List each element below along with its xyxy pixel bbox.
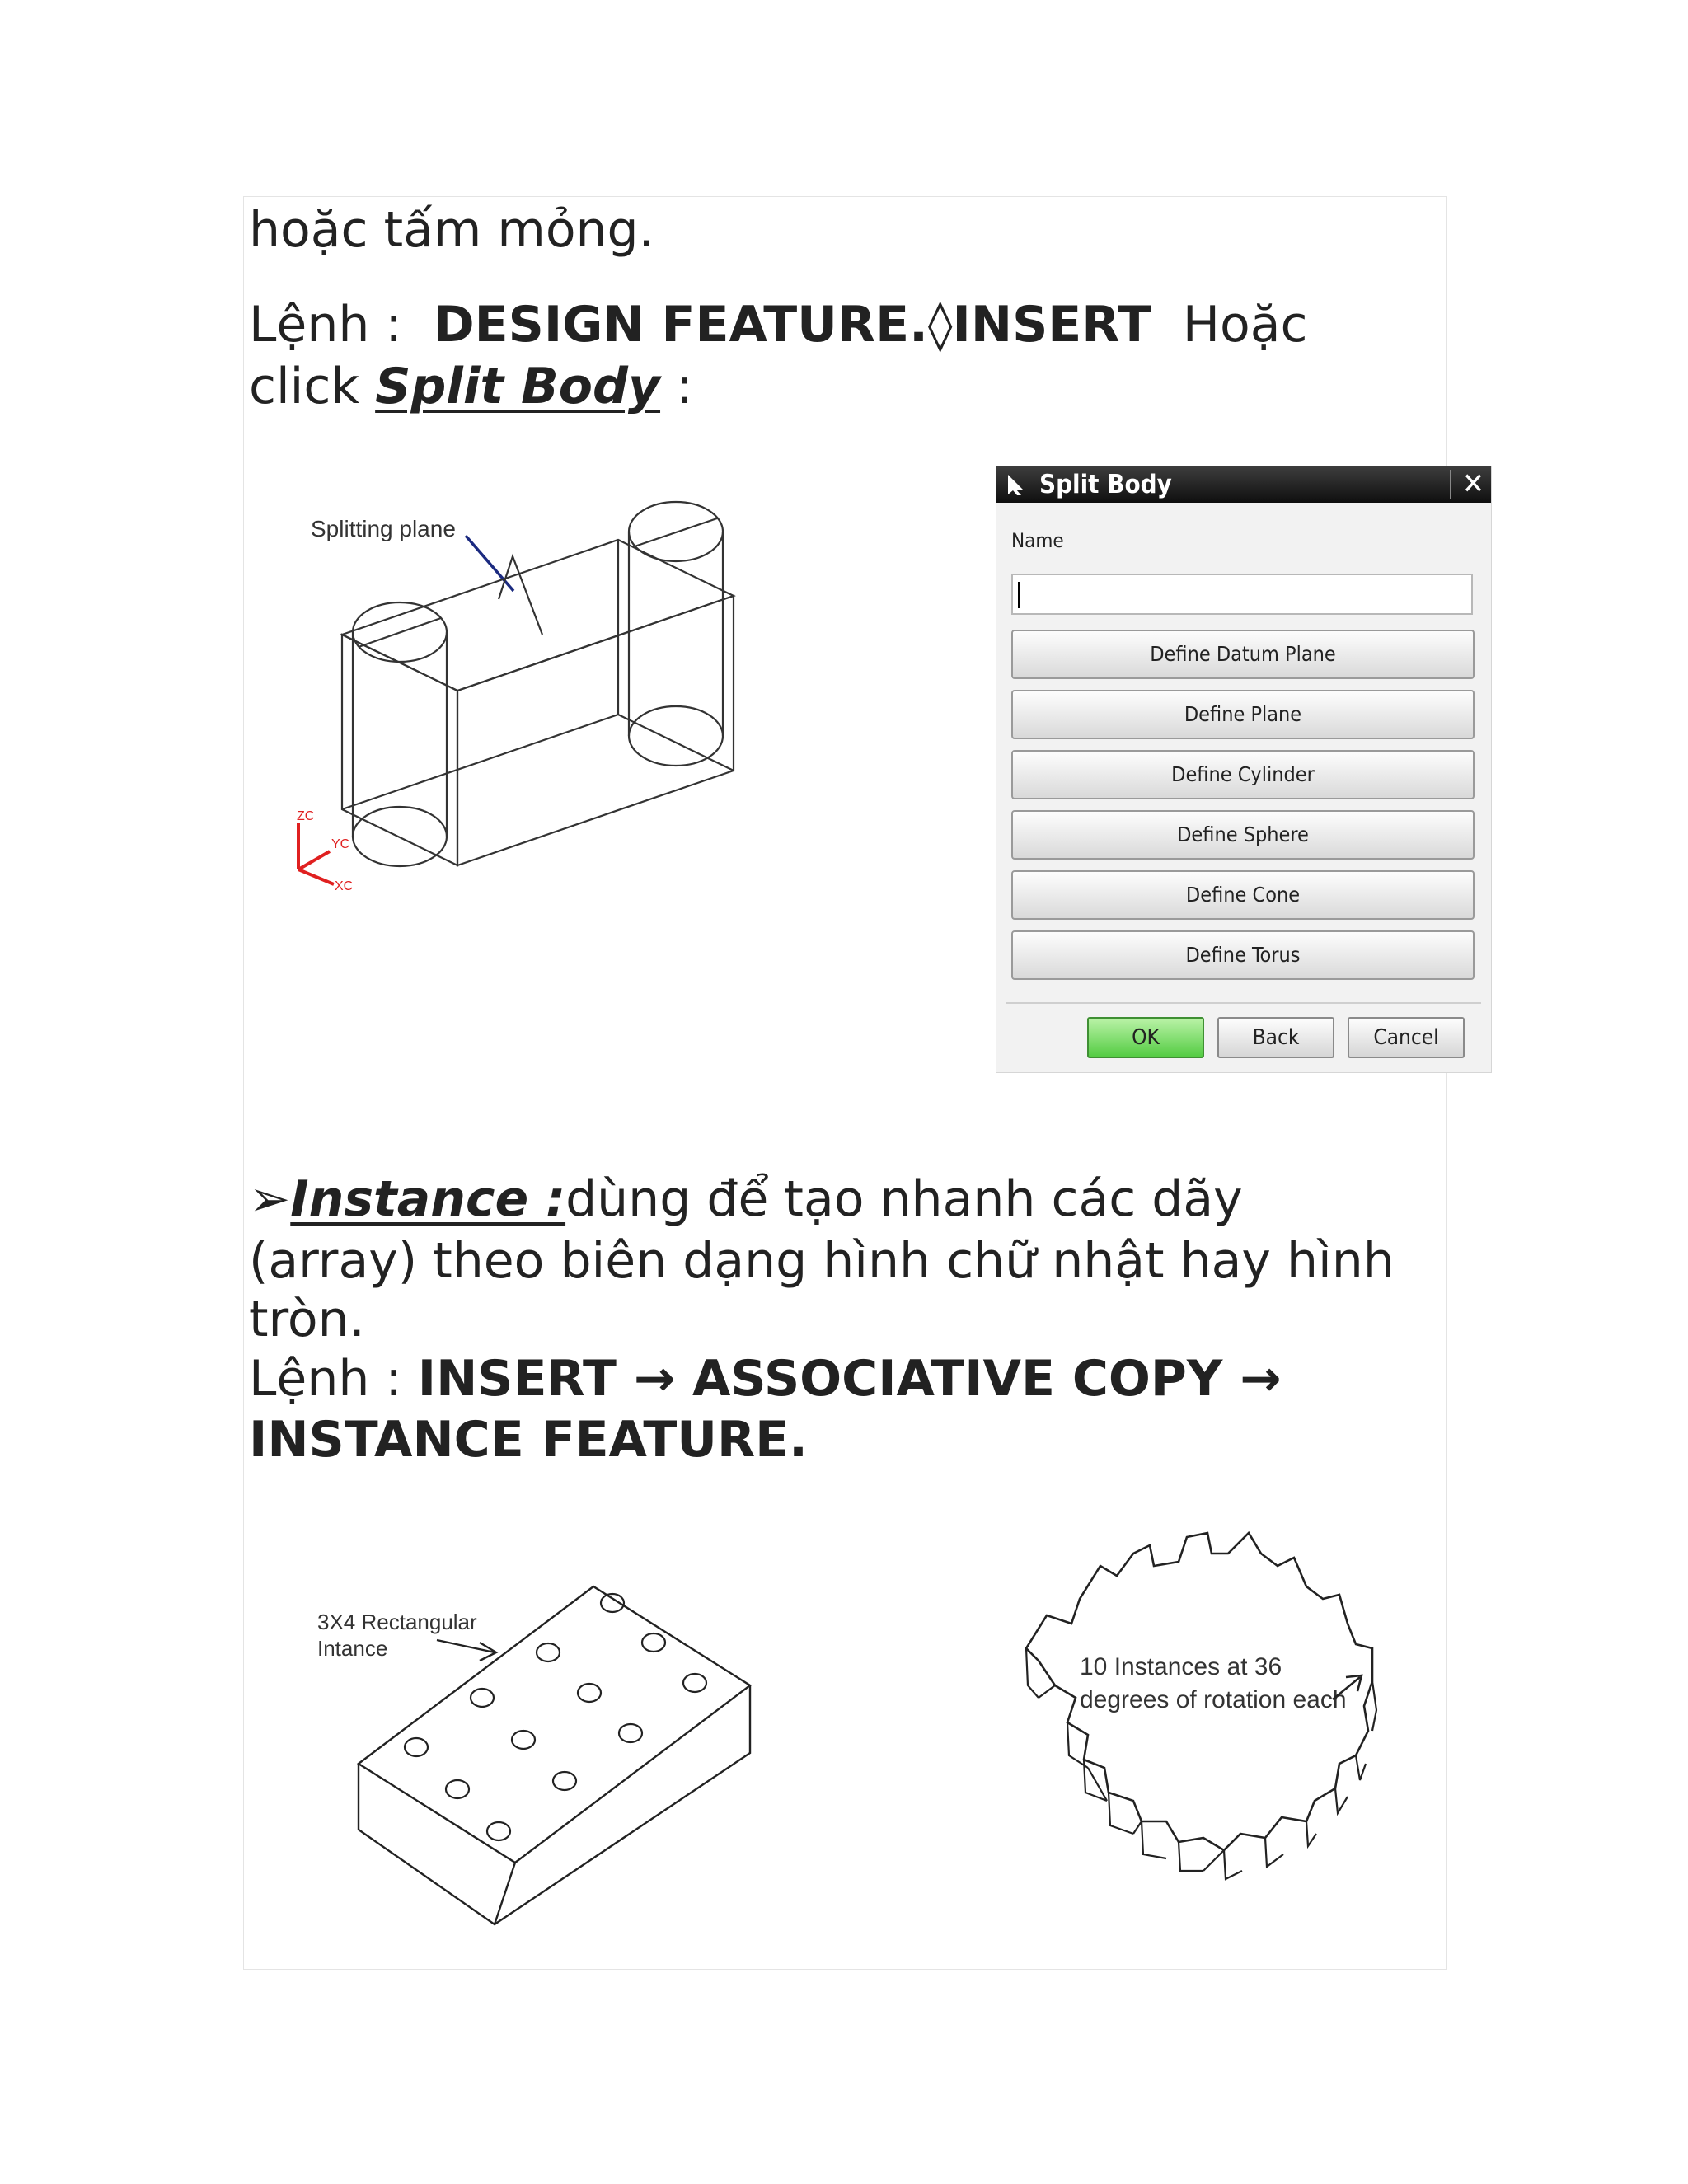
command-design-feature: DESIGN FEATURE.◊INSERT bbox=[433, 296, 1151, 354]
text-line-3: click Split Body : bbox=[249, 358, 693, 415]
text-line-4: ➢Instance :dùng để tạo nhanh các dãy bbox=[249, 1170, 1243, 1228]
splitting-plane-label: Splitting plane bbox=[311, 516, 456, 541]
text-line-1: hoặc tấm mỏng. bbox=[249, 201, 654, 259]
text-line-2: Lệnh : DESIGN FEATURE.◊INSERT Hoặc bbox=[249, 296, 1308, 354]
split-body-dialog bbox=[996, 466, 1492, 1073]
dialog-titlebar[interactable] bbox=[996, 466, 1491, 503]
axis-z-label: ZC bbox=[297, 809, 315, 823]
text-line-5: (array) theo biên dạng hình chữ nhật hay hình bbox=[249, 1232, 1395, 1290]
ok-button[interactable]: OK bbox=[1087, 1017, 1204, 1058]
define-plane-button[interactable]: Define Plane bbox=[1011, 690, 1475, 739]
define-datum-plane-button[interactable]: Define Datum Plane bbox=[1011, 630, 1475, 679]
command-insert-associative-copy: INSERT → ASSOCIATIVE COPY → bbox=[417, 1350, 1282, 1408]
define-torus-button[interactable]: Define Torus bbox=[1011, 930, 1475, 980]
text-line-6: tròn. bbox=[249, 1291, 365, 1348]
define-cylinder-button[interactable]: Define Cylinder bbox=[1011, 750, 1475, 799]
define-sphere-button[interactable]: Define Sphere bbox=[1011, 810, 1475, 860]
dialog-divider bbox=[1006, 1002, 1481, 1004]
cursor-icon bbox=[1005, 473, 1026, 496]
instance-term: Instance : bbox=[290, 1170, 566, 1228]
command-instance-feature: INSTANCE FEATURE. bbox=[249, 1411, 808, 1469]
cancel-button[interactable]: Cancel bbox=[1348, 1017, 1465, 1058]
bullet-arrow: ➢ bbox=[249, 1170, 291, 1228]
text-line-7: Lệnh : INSERT → ASSOCIATIVE COPY → bbox=[249, 1350, 1282, 1408]
circular-label-line2: degrees of rotation each bbox=[1080, 1686, 1347, 1713]
close-icon[interactable]: ✕ bbox=[1461, 467, 1484, 501]
rectangular-instance-figure bbox=[297, 1570, 775, 1941]
name-input[interactable] bbox=[1011, 574, 1473, 615]
rectangular-label-line1: 3X4 Rectangular bbox=[317, 1610, 477, 1634]
circular-instance-figure bbox=[1010, 1516, 1389, 1887]
dialog-title: Split Body bbox=[1039, 470, 1172, 499]
text-line-8 bbox=[249, 1409, 808, 1470]
rectangular-label-line2: Intance bbox=[317, 1636, 388, 1661]
axis-x-label: XC bbox=[335, 879, 354, 893]
split-body-figure bbox=[247, 449, 758, 911]
back-button[interactable]: Back bbox=[1217, 1017, 1334, 1058]
define-cone-button[interactable]: Define Cone bbox=[1011, 870, 1475, 920]
axis-y-label: YC bbox=[331, 837, 350, 851]
circular-label-line1: 10 Instances at 36 bbox=[1080, 1653, 1282, 1680]
titlebar-divider bbox=[1450, 470, 1451, 499]
name-label: Name bbox=[1011, 529, 1064, 552]
split-body-term: Split Body bbox=[375, 358, 661, 415]
